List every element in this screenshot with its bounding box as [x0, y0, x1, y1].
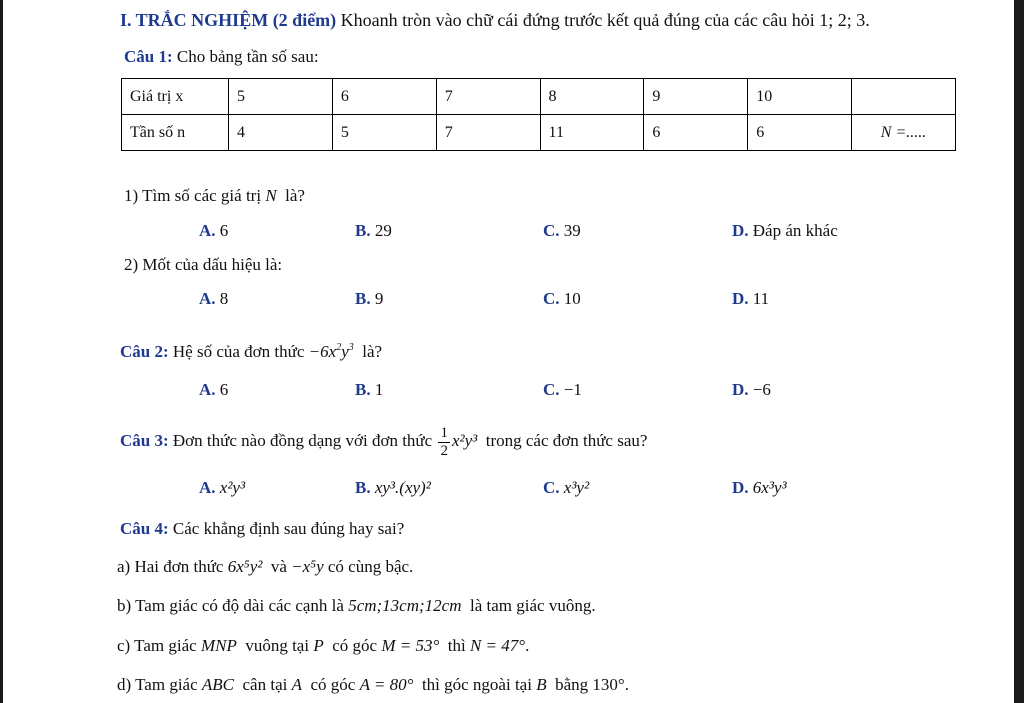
- q2-label: Câu 2:: [120, 342, 169, 361]
- statement-text: có cùng bậc.: [327, 557, 414, 576]
- q2-expr-x: −6x: [308, 342, 337, 361]
- option-text: 10: [563, 289, 581, 308]
- answer-option[interactable]: [199, 221, 228, 241]
- statement-math: 6x⁵y²: [227, 557, 263, 576]
- q4-statement-b: [117, 596, 596, 616]
- statement-math: −x⁵y: [291, 557, 324, 576]
- statement-text: thì: [447, 636, 466, 655]
- statement-text: và: [270, 557, 287, 576]
- table-cell: [852, 79, 956, 115]
- section-instruction: Khoanh tròn vào chữ cái đứng trước kết quả đúng của các câu hỏi 1; 2; 3.: [340, 10, 870, 30]
- q1-label: Câu 1:: [124, 47, 173, 66]
- answer-option[interactable]: [355, 478, 431, 498]
- statement-text: a) Hai đơn thức: [117, 557, 224, 576]
- answer-option[interactable]: [543, 380, 582, 400]
- answer-option[interactable]: [732, 380, 771, 400]
- table-cell: 10: [748, 79, 852, 115]
- q2-text: Hệ số của đơn thức: [172, 342, 305, 361]
- option-letter: C.: [543, 289, 560, 308]
- answer-option[interactable]: [543, 478, 589, 498]
- answer-option[interactable]: [543, 289, 581, 309]
- option-letter: B.: [355, 478, 371, 497]
- option-text: −6: [752, 380, 771, 399]
- answer-option[interactable]: [355, 221, 392, 241]
- statement-text: có góc: [310, 675, 356, 694]
- statement-text: .: [624, 675, 629, 694]
- answer-option[interactable]: [543, 221, 581, 241]
- statement-text: thì góc ngoài tại: [421, 675, 532, 694]
- q3-heading: [120, 419, 647, 463]
- table-cell: 8: [540, 79, 644, 115]
- option-letter: D.: [732, 478, 749, 497]
- q1-sub1-prompt: [124, 186, 305, 206]
- table-cell: Giá trị x: [122, 79, 229, 115]
- q4-label: Câu 4:: [120, 519, 169, 538]
- section-points: (2 điểm): [272, 10, 337, 30]
- statement-text: d) Tam giác: [117, 675, 198, 694]
- statement-math: P: [313, 636, 324, 655]
- option-letter: B.: [355, 221, 371, 240]
- statement-text: là tam giác vuông.: [470, 596, 596, 615]
- statement-text: vuông tại: [245, 636, 310, 655]
- table-cell: 7: [436, 115, 540, 151]
- answer-option[interactable]: [199, 478, 245, 498]
- table-cell: 4: [229, 115, 333, 151]
- table-row-values: [122, 79, 956, 115]
- statement-math: MNP: [200, 636, 237, 655]
- option-text: 8: [219, 289, 229, 308]
- q2-expr-y: y: [341, 342, 349, 361]
- sub1-var: N: [265, 186, 277, 205]
- option-text: 39: [563, 221, 581, 240]
- q2-tail: là?: [362, 342, 383, 361]
- frequency-table: [121, 78, 956, 151]
- q4-text: Các khẳng định sau đúng hay sai?: [172, 519, 405, 538]
- q4-heading: [120, 519, 404, 539]
- table-cell-total: N =.....: [852, 115, 956, 151]
- table-cell: 6: [748, 115, 852, 151]
- option-text: x³y²: [563, 478, 590, 497]
- statement-text: .: [525, 636, 530, 655]
- statement-text: cân tại: [242, 675, 288, 694]
- statement-math: A: [291, 675, 302, 694]
- q3-tail: trong các đơn thức sau?: [485, 431, 648, 450]
- q3-fraction: [438, 425, 450, 460]
- option-letter: A.: [199, 221, 216, 240]
- table-cell: Tần số n: [122, 115, 229, 151]
- section-label: I. TRẮC NGHIỆM: [120, 10, 269, 30]
- option-letter: D.: [732, 380, 749, 399]
- table-row-frequencies: [122, 115, 956, 151]
- option-text: 6x³y³: [752, 478, 787, 497]
- statement-math: 5cm;13cm;12cm: [348, 596, 462, 615]
- q4-statement-a: [117, 557, 413, 577]
- sub1-tail: là?: [285, 186, 305, 205]
- option-letter: B.: [355, 289, 371, 308]
- option-text: 1: [374, 380, 384, 399]
- q1-heading: [124, 47, 319, 67]
- statement-text: c) Tam giác: [117, 636, 197, 655]
- option-letter: B.: [355, 380, 371, 399]
- answer-option[interactable]: [732, 478, 787, 498]
- option-text: xy³.(xy)²: [374, 478, 431, 497]
- option-text: 6: [219, 221, 229, 240]
- fraction-numerator: 1: [440, 424, 448, 441]
- table-cell: 9: [644, 79, 748, 115]
- option-text: 11: [752, 289, 770, 308]
- answer-option[interactable]: [355, 380, 383, 400]
- sub1-text: 1) Tìm số các giá trị: [124, 186, 262, 205]
- q1-sub2-prompt: 2) Mốt của dấu hiệu là:: [124, 255, 283, 274]
- option-letter: C.: [543, 221, 560, 240]
- left-dark-border: [0, 0, 3, 703]
- statement-text: có góc: [332, 636, 378, 655]
- option-letter: C.: [543, 478, 560, 497]
- table-cell: 7: [436, 79, 540, 115]
- table-cell: 11: [540, 115, 644, 151]
- option-text: −1: [563, 380, 582, 399]
- answer-option[interactable]: [732, 221, 838, 241]
- q2-heading: [120, 342, 382, 362]
- q2-exp-x: 2: [336, 342, 342, 353]
- statement-text: bằng: [555, 675, 589, 694]
- statement-math: ABC: [201, 675, 234, 694]
- answer-option[interactable]: [199, 380, 228, 400]
- option-letter: D.: [732, 289, 749, 308]
- statement-math: 130°: [592, 675, 625, 694]
- q3-monomial: x²y³: [451, 431, 478, 450]
- q4-statement-c: [117, 636, 529, 656]
- answer-option[interactable]: [732, 289, 769, 309]
- section-heading: [120, 10, 870, 31]
- q3-label: Câu 3:: [120, 431, 169, 450]
- answer-option[interactable]: [355, 289, 383, 309]
- option-text: 29: [374, 221, 392, 240]
- table-cell: 6: [332, 79, 436, 115]
- statement-text: b) Tam giác có độ dài các cạnh là: [117, 596, 344, 615]
- table-cell: 5: [229, 79, 333, 115]
- q1-text: Cho bảng tần số sau:: [176, 47, 319, 66]
- table-cell: 5: [332, 115, 436, 151]
- option-letter: D.: [732, 221, 749, 240]
- option-letter: A.: [199, 380, 216, 399]
- statement-math: A = 80°: [359, 675, 414, 694]
- q2-monomial: [309, 342, 354, 361]
- table-cell: 6: [644, 115, 748, 151]
- statement-math: N = 47°: [469, 636, 526, 655]
- option-text: 9: [374, 289, 384, 308]
- q4-statement-d: [117, 675, 629, 695]
- option-letter: C.: [543, 380, 560, 399]
- option-text: x²y³: [219, 478, 246, 497]
- fraction-denominator: 2: [440, 442, 448, 459]
- answer-option[interactable]: [199, 289, 228, 309]
- right-dark-border: [1014, 0, 1024, 703]
- option-letter: A.: [199, 289, 216, 308]
- statement-math: B: [536, 675, 547, 694]
- option-letter: A.: [199, 478, 216, 497]
- q3-text: Đơn thức nào đồng dạng với đơn thức: [172, 431, 433, 450]
- option-text: 6: [219, 380, 229, 399]
- option-text: Đáp án khác: [752, 221, 838, 240]
- q2-exp-y: 3: [348, 342, 354, 353]
- statement-math: M = 53°: [381, 636, 440, 655]
